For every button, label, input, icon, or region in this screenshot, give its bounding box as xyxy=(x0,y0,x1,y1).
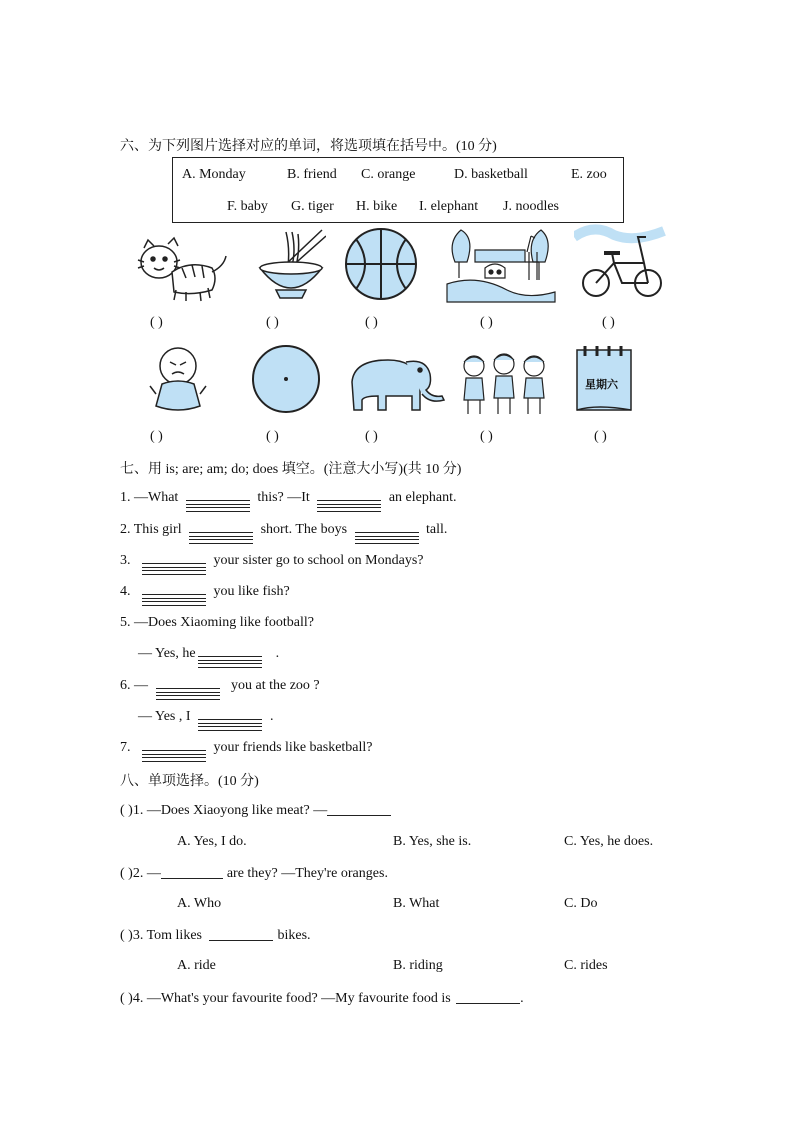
q1-part-b: this? —It xyxy=(257,490,310,505)
tiger-icon xyxy=(134,232,230,302)
q6-part-c: — Yes , I xyxy=(138,709,191,724)
s8-q2-blank[interactable] xyxy=(161,865,223,879)
s8-q3-stem xyxy=(120,927,311,944)
calendar-icon xyxy=(575,344,633,412)
zoo-icon xyxy=(445,222,557,304)
s8-q4-stem xyxy=(120,990,524,1007)
q7-text: your friends like basketball? xyxy=(213,740,373,755)
q2-part-b: short. The boys xyxy=(260,522,348,537)
s7-q4 xyxy=(120,584,290,600)
s8-q3-text2: bikes. xyxy=(277,928,311,943)
q1-part-a: 1. —What xyxy=(120,490,179,505)
option-e: E. zoo xyxy=(571,167,607,182)
s8-q2-text: ( )2. — xyxy=(120,866,161,881)
s8-q1-stem xyxy=(120,802,391,819)
s8-q2-option-a[interactable]: A. Who xyxy=(177,896,222,911)
q5-blank[interactable] xyxy=(198,656,262,661)
s8-q4-blank[interactable] xyxy=(456,990,520,1004)
friends-icon xyxy=(458,348,550,416)
s8-q2-option-c[interactable]: C. Do xyxy=(564,896,598,911)
q6-part-a: 6. — xyxy=(120,678,148,693)
s8-q4-period: . xyxy=(520,991,524,1006)
option-g: G. tiger xyxy=(291,199,334,214)
option-a: A. Monday xyxy=(182,167,246,182)
q2-part-c: tall. xyxy=(426,522,448,537)
answer-paren-10[interactable]: ( ) xyxy=(594,429,607,444)
option-j: J. noodles xyxy=(503,199,559,214)
option-f: F. baby xyxy=(227,199,268,214)
baby-icon xyxy=(148,344,210,416)
answer-paren-7[interactable]: ( ) xyxy=(266,429,279,444)
answer-paren-4[interactable]: ( ) xyxy=(480,315,493,330)
option-b: B. friend xyxy=(287,167,337,182)
q3-number: 3. xyxy=(120,553,131,568)
answer-paren-9[interactable]: ( ) xyxy=(480,429,493,444)
s8-q4-text: ( )4. —What's your favourite food? —My favourite food is xyxy=(120,991,451,1006)
s8-q3-blank[interactable] xyxy=(209,927,273,941)
s8-q1-option-c[interactable]: C. Yes, he does. xyxy=(564,834,654,849)
s8-q2-stem xyxy=(120,865,388,882)
q2-blank-1[interactable] xyxy=(189,532,253,537)
s8-q3-option-c[interactable]: C. rides xyxy=(564,958,608,973)
section7-title: 七、用 is; are; am; do; does 填空。(注意大小写)(共 10 分) xyxy=(120,462,462,477)
q6-blank-1[interactable] xyxy=(156,688,220,693)
q5-period: . xyxy=(275,646,280,661)
q4-number: 4. xyxy=(120,584,131,599)
q1-blank-1[interactable] xyxy=(186,500,250,505)
s7-q5-line2 xyxy=(138,646,279,662)
noodles-icon xyxy=(256,226,326,304)
s8-q1-option-b[interactable]: B. Yes, she is. xyxy=(393,834,472,849)
q6-blank-2[interactable] xyxy=(198,719,262,724)
q4-blank[interactable] xyxy=(142,594,206,599)
q3-text: your sister go to school on Mondays? xyxy=(213,553,424,568)
q1-blank-2[interactable] xyxy=(317,500,381,505)
s8-q3-text: ( )3. Tom likes xyxy=(120,928,202,943)
calendar-label: 星期六 xyxy=(585,378,618,391)
section6-title: 六、为下列图片选择对应的单词，将选项填在括号中。(10 分) xyxy=(120,139,497,154)
option-c: C. orange xyxy=(361,167,416,182)
s7-q6-line1 xyxy=(120,678,320,694)
answer-paren-2[interactable]: ( ) xyxy=(266,315,279,330)
s7-q7 xyxy=(120,740,373,756)
q6-period: . xyxy=(270,709,274,724)
s8-q3-option-a[interactable]: A. ride xyxy=(177,958,216,973)
q2-part-a: 2. This girl xyxy=(120,522,182,537)
q7-number: 7. xyxy=(120,740,131,755)
s8-q3-option-b[interactable]: B. riding xyxy=(393,958,443,973)
section8-title: 八、单项选择。(10 分) xyxy=(120,774,259,789)
answer-paren-1[interactable]: ( ) xyxy=(150,315,163,330)
s8-q2-text2: are they? —They're oranges. xyxy=(226,866,388,881)
q6-part-b: you at the zoo ? xyxy=(231,678,320,693)
q5-part-b: — Yes, he xyxy=(138,646,196,661)
q7-blank[interactable] xyxy=(142,750,206,755)
orange-icon xyxy=(251,344,321,414)
s7-q3 xyxy=(120,553,423,569)
q1-part-c: an elephant. xyxy=(388,490,457,505)
answer-paren-5[interactable]: ( ) xyxy=(602,315,615,330)
answer-paren-8[interactable]: ( ) xyxy=(365,429,378,444)
s7-q5-line1: 5. —Does Xiaoming like football? xyxy=(120,615,315,630)
s7-q1 xyxy=(120,490,456,506)
q4-text: you like fish? xyxy=(213,584,290,599)
s8-q2-option-b[interactable]: B. What xyxy=(393,896,440,911)
option-i: I. elephant xyxy=(419,199,479,214)
q3-blank[interactable] xyxy=(142,563,206,568)
s8-q1-blank[interactable] xyxy=(327,802,391,816)
s7-q6-line2 xyxy=(138,709,274,725)
bike-icon xyxy=(574,223,669,303)
answer-paren-3[interactable]: ( ) xyxy=(365,315,378,330)
elephant-icon xyxy=(344,352,448,416)
q2-blank-2[interactable] xyxy=(355,532,419,537)
basketball-icon xyxy=(343,226,419,302)
s7-q2 xyxy=(120,522,447,538)
option-h: H. bike xyxy=(356,199,398,214)
option-d: D. basketball xyxy=(454,167,528,182)
s8-q1-option-a[interactable]: A. Yes, I do. xyxy=(177,834,247,849)
answer-paren-6[interactable]: ( ) xyxy=(150,429,163,444)
s8-q1-text: ( )1. —Does Xiaoyong like meat? — xyxy=(120,803,328,818)
